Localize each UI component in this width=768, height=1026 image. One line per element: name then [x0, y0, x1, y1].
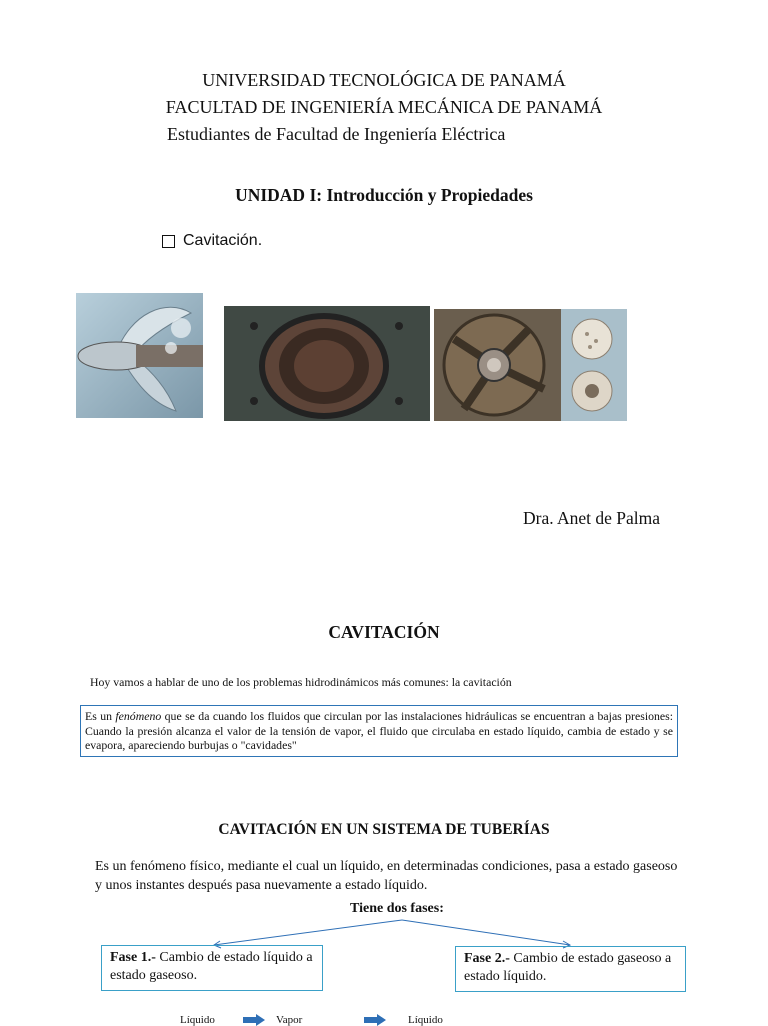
flow-liquid-2: Líquido [408, 1014, 443, 1026]
phase1-box [101, 945, 323, 991]
definition-prefix: Es un [85, 709, 116, 723]
unit-title: UNIDAD I: Introducción y Propiedades [235, 185, 533, 205]
phase1-text: Cambio de estado líquido a estado gaseoso. [110, 950, 313, 983]
faculty-name: FACULTAD DE INGENIERÍA MECÁNICA DE PANAMÁ [165, 97, 603, 117]
bullet-topic: Cavitación. [183, 232, 263, 249]
intro-text: Hoy vamos a hablar de uno de los problemas hidrodinámicos más comunes: la cavitación [90, 675, 512, 689]
bullet-item [162, 232, 262, 250]
definition-italic-word: fenómeno [115, 709, 162, 723]
pitted-parts-illustration [561, 309, 627, 421]
definition-box [80, 705, 678, 757]
phases-title: Tiene dos fases: [350, 901, 444, 916]
phase2-box [455, 946, 686, 992]
author-name: Dra. Anet de Palma [523, 508, 661, 528]
definition-rest: que se da cuando los fluidos que circulan por las instalaciones hidráulicas se encuentran a bajas presiones: Cuando la presión alcanza el valor de la tensión de vapor, el fluido que circulaba en estado líquido, cambia de estado y se evapora, apareciendo burbujas o "cavidades" [85, 709, 673, 752]
students-line: Estudiantes de Facultad de Ingeniería Eléctrica [167, 124, 506, 144]
propeller-illustration [76, 293, 203, 418]
arrow-right-icon [364, 1014, 386, 1026]
pitted-parts-photo [561, 309, 627, 421]
propeller-photo [76, 293, 203, 418]
impeller-photo [434, 309, 561, 421]
university-name: UNIVERSIDAD TECNOLÓGICA DE PANAMÁ [202, 70, 566, 90]
impeller-illustration [434, 309, 561, 421]
flow-vapor: Vapor [276, 1014, 303, 1026]
pipe-illustration [224, 306, 430, 421]
arrow-right-icon [243, 1014, 265, 1026]
section-title-tuberias: CAVITACIÓN EN UN SISTEMA DE TUBERÍAS [218, 821, 550, 838]
pipe-photo [224, 306, 430, 421]
section-title-cavitacion: CAVITACIÓN [328, 622, 440, 642]
phase1-label: Fase 1.- [110, 950, 156, 965]
phase2-text: Cambio de estado gaseoso a estado líquido. [464, 951, 672, 984]
phase2-label: Fase 2.- [464, 951, 510, 966]
tuberias-paragraph: Es un fenómeno físico, mediante el cual un líquido, en determinadas condiciones, pasa a estado gaseoso y unos instantes después pasa nuevamente a estado líquido. [95, 859, 678, 893]
flow-liquid-1: Líquido [180, 1014, 215, 1026]
checkbox-bullet-icon [162, 235, 175, 248]
